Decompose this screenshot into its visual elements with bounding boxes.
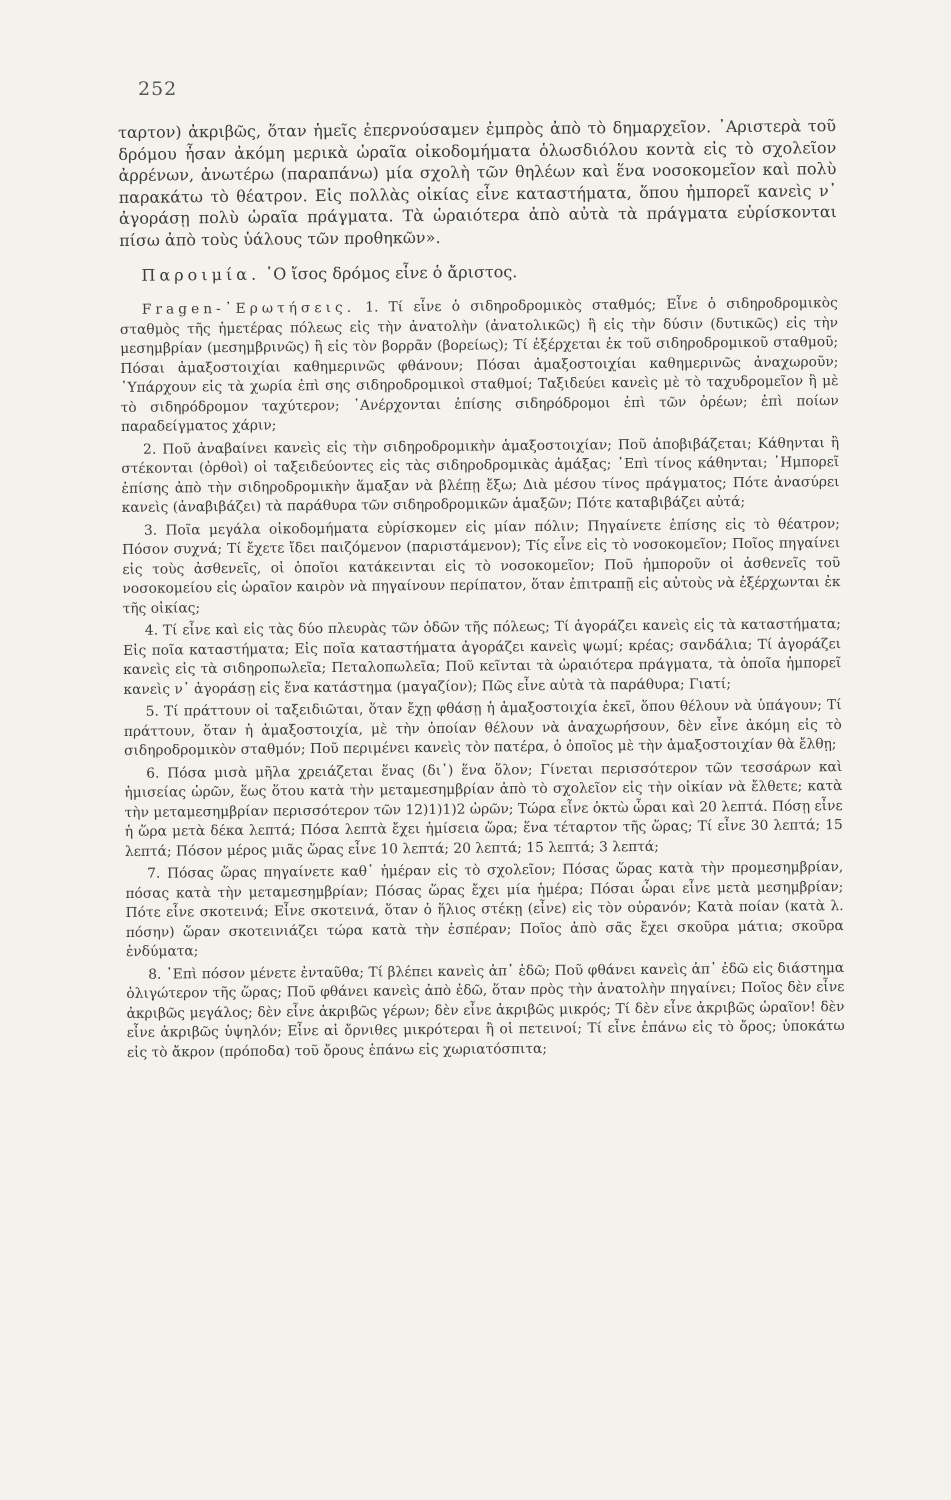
questions-section [120,294,845,1063]
intro-section [118,115,838,286]
proverb-line [119,258,837,286]
page-number: 252 [138,78,178,100]
question-paragraph-1 [120,294,839,437]
intro-paragraph: ταρτον) ἀκριβῶς, ὅταν ἡμεῖς ἐπερνούσαμεν ἐμπρὸς ἀπὸ τὸ δημαρχεῖον. ᾿Αριστερὰ τοῦ δρόμου ἦσαν ἀκόμη μερικὰ ὡραῖα οἰκοδομήματα ὁλωσδιόλου κοντὰ εἰς τὸ σχολεῖον ἀρρένων, ἀνωτέρω (παραπάνω) μία σχολὴ τῶν θηλέων καὶ ἕνα νοσοκομεῖον καὶ πολὺ παρακάτω τὸ θέατρον. Εἰς πολλὰς οἰκίας εἶνε καταστήματα, ὅπου ἠμπορεῖ κανεὶς ν᾿ ἀγοράσῃ πολὺ ὡραῖα πράγματα. Τὰ ὡραιότερα ἀπὸ αὐτὰ τὰ πράγματα εὑρίσκονται πίσω ἀπὸ τοὺς ὑάλους τῶν προθηκῶν». [118,116,837,250]
question-paragraph-2: 2. Ποῦ ἀναβαίνει κανεὶς εἰς τὴν σιδηροδρομικὴν ἁμαξοστοιχίαν; Ποῦ ἀποβιβάζεται; Κάθηνται ἢ στέκονται (ὀρθοὶ) οἱ ταξειδεύοντες εἰς τὰς σιδηροδρομικὰς ἁμάξας; ᾿Επὶ τίνος κάθηνται; ῾Ημπορεῖ ἐπίσης ἀπὸ τὴν σιδηροδρομικὴν ἅμαξαν νὰ βλέπῃ ἔξω; Διὰ μέσου τίνος πράγματος; Πότε ἀνασύρει κανεὶς (ἀναβιβάζει) τὰ παράθυρα τῶν σιδηροδρομικῶν ἁμαξῶν; Πότε καταβιβάζει αὐτά; [121,434,840,517]
questions-label: Fragen-᾿Ερωτήσεις. [141,299,356,318]
question-paragraph-5: 5. Τί πράττουν οἱ ταξειδιῶται, ὅταν ἔχῃ φθάσῃ ἡ ἁμαξοστοιχία ἐκεῖ, ὅπου θέλουν νὰ ὑπάγουν; Τί πράττουν, ὅταν ἡ ἁμαξοστοιχία, μὲ τὴν ὁποίαν θέλουν νὰ ἀναχωρήσουν, δὲν εἶνε ἀκόμη εἰς τὸ σιδηροδρομικὸν σταθμόν; Ποῦ περιμένει κανεὶς τὸν πατέρα, ὁ ὁποῖος μὲ τὴν ἁμαξοστοιχίαν θὰ ἔλθῃ; [123,697,842,760]
question-paragraph-8: 8. ᾿Επὶ πόσον μένετε ἐνταῦθα; Τί βλέπει κανεὶς ἀπ᾿ ἐδῶ; Ποῦ φθάνει κανεὶς ἀπ᾿ ἐδῶ εἰς διάστημα ὀλιγώτερον τῆς ὥρας; Ποῦ φθάνει κανεὶς ἀπὸ ἐδῶ, ὅταν πρὸς τὴν ἀνατολὴν πηγαίνει; Ποῖος δὲν εἶνε ἀκριβῶς μεγάλος; δὲν εἶνε ἀκριβῶς γέρων; δὲν εἶνε ἀκριβῶς μικρός; Τί δὲν εἶνε ἀκριβῶς ὡραῖον! δὲν εἶνε ἀκριβῶς ὑψηλόν; Εἶνε αἱ ὄρνιθες μικρότεραι ἢ οἱ πετεινοί; Τί εἶνε ἐπάνω εἰς τὸ ὄρος; ὑποκάτω εἰς τὸ ἄκρον (πρόποδα) τοῦ ὄρους ἐπάνω εἰς χωριατόσπιτα; [126,959,845,1061]
question-paragraph-4: 4. Τί εἶνε καὶ εἰς τὰς δύο πλευρὰς τῶν ὁδῶν τῆς πόλεως; Τί ἀγοράζει κανεὶς εἰς τὰ καταστήματα; Εἰς ποῖα καταστήματα; Εἰς ποῖα καταστήματα ἀγοράζει κανεὶς ψωμί; κρέας; σανδάλια; Τί ἀγοράζει κανεὶς εἰς τὰ σιδηροπωλεῖα; Πεταλοπωλεῖα; Ποῦ κεῖνται τὰ ὡραιότερα πράγματα, τὰ ὁποῖα ἠμπορεῖ κανεὶς ν᾿ ἀγοράσῃ εἰς ἕνα κατάστημα (μαγαζίον); Πῶς εἶνε αὐτὰ τὰ παράθυρα; Γιατί; [122,616,842,698]
question-text-1: 1. Τί εἶνε ὁ σιδηροδρομικὸς σταθμός; Εἶνε ὁ σιδηροδρομικὸς σταθμὸς τῆς ἡμετέρας πόλεως εἰς τὴν ἀνατολὴν (ἀνατολικῶς) ἢ εἰς τὴν δύσιν (δυτικῶς) εἰς τὴν μεσημβρίαν (μεσημβρινῶς) ἢ εἰς τὸν βορρᾶν (βορείως); Τί ἐξέρχεται ἐκ τοῦ σιδηροδρομικοῦ σταθμοῦ; Πόσαι ἁμαξοστοιχίαι καθημερινῶς φθάνουν; Πόσαι ἁμαξοστοιχίαι καθημερινῶς ἀναχωροῦν; ῾Υπάρχουν εἰς τὰ χωρία ἐπὶ σης σιδηροδρομικοὶ σταθμοί; Ταξιδεύει κανεὶς μὲ τὸ ταχυδρομεῖον ἢ μὲ τὸ σιδηρόδρομον ταχύτερον; ᾿Ανέρχονται ἐπίσης σιδηρόδρομοι ἐπὶ τῶν ὀρέων; ἐπὶ ποίων παραδείγματος χάριν; [119,295,839,436]
page-text [118,115,845,1063]
proverb-text: ῾Ο ἴσος δρόμος εἶνε ὁ ἄριστος. [265,261,518,284]
question-paragraph-3: 3. Ποῖα μεγάλα οἰκοδομήματα εὑρίσκομεν εἰς μίαν πόλιν; Πηγαίνετε ἐπίσης εἰς τὸ θέατρον; Πόσον συχνά; Τί ἔχετε ἴδει παιζόμενον (παριστάμενον); Τίς εἶνε εἰς τὸ νοσοκομεῖον; Ποῖος πηγαίνει εἰς τοὺς ἀσθενεῖς, οἱ ὁποῖοι κατάκεινται εἰς τὸ νοσοκομεῖον; Ποῦ ἠμποροῦν οἱ ἀσθενεῖς τοῦ νοσοκομείου εἰς ὡραῖον καιρὸν νὰ πηγαίνουν περίπατον, ὅταν ἐπιτραπῇ εἰς αὐτοὺς νὰ ἐξέρχωνται ἐκ τῆς οἰκίας; [122,515,841,617]
question-paragraph-7: 7. Πόσας ὥρας πηγαίνετε καθ᾿ ἡμέραν εἰς τὸ σχολεῖον; Πόσας ὥρας κατὰ τὴν προμεσημβρίαν, πόσας κατὰ τὴν μεταμεσημβρίαν; Πόσας ὥρας ἔχει μία ἡμέρα; Πόσαι ὧραι εἶνε μετὰ μεσημβρίαν; Πότε εἶνε σκοτεινά; Εἶνε σκοτεινά, ὅταν ὁ ἥλιος στέκῃ (εἶνε) εἰς τὸν οὐρανόν; Κατὰ ποίαν (κατὰ λ. πόσην) ὥραν σκοτεινιάζει τώρα κατὰ τὴν ἑσπέραν; Ποῖος ἀπὸ σᾶς ἔχει σκοῦρα μάτια; σκοῦρα ἐνδύματα; [125,859,844,961]
question-paragraph-6: 6. Πόσα μισὰ μῆλα χρειάζεται ἕνας (δι᾿) ἕνα ὅλον; Γίνεται περισσότερον τῶν τεσσάρων καὶ ἡμισείας ὡρῶν, ἕως ὅτου κατὰ τὴν μεταμεσημβρίαν ἀπὸ τὸ σχολεῖον εἰς τὴν οἰκίαν νὰ ἔλθετε; κατὰ τὴν μεταμεσημβρίαν περισσότερον τῶν 12)1)1)2 ὡρῶν; Τώρα εἶνε ὀκτὼ ὧραι καὶ 20 λεπτά. Πόσῃ εἶνε ἡ ὥρα μετὰ δέκα λεπτά; Πόσα λεπτὰ ἔχει ἡμίσεια ὥρα; ἕνα τέταρτον τῆς ὥρας; Τί εἶνε 30 λεπτά; 15 λεπτά; Πόσον μέρος μιᾶς ὥρας εἶνε 10 λεπτά; 20 λεπτά; 15 λεπτά; 3 λεπτά; [124,758,843,860]
proverb-label: Παροιμία. [141,264,261,285]
